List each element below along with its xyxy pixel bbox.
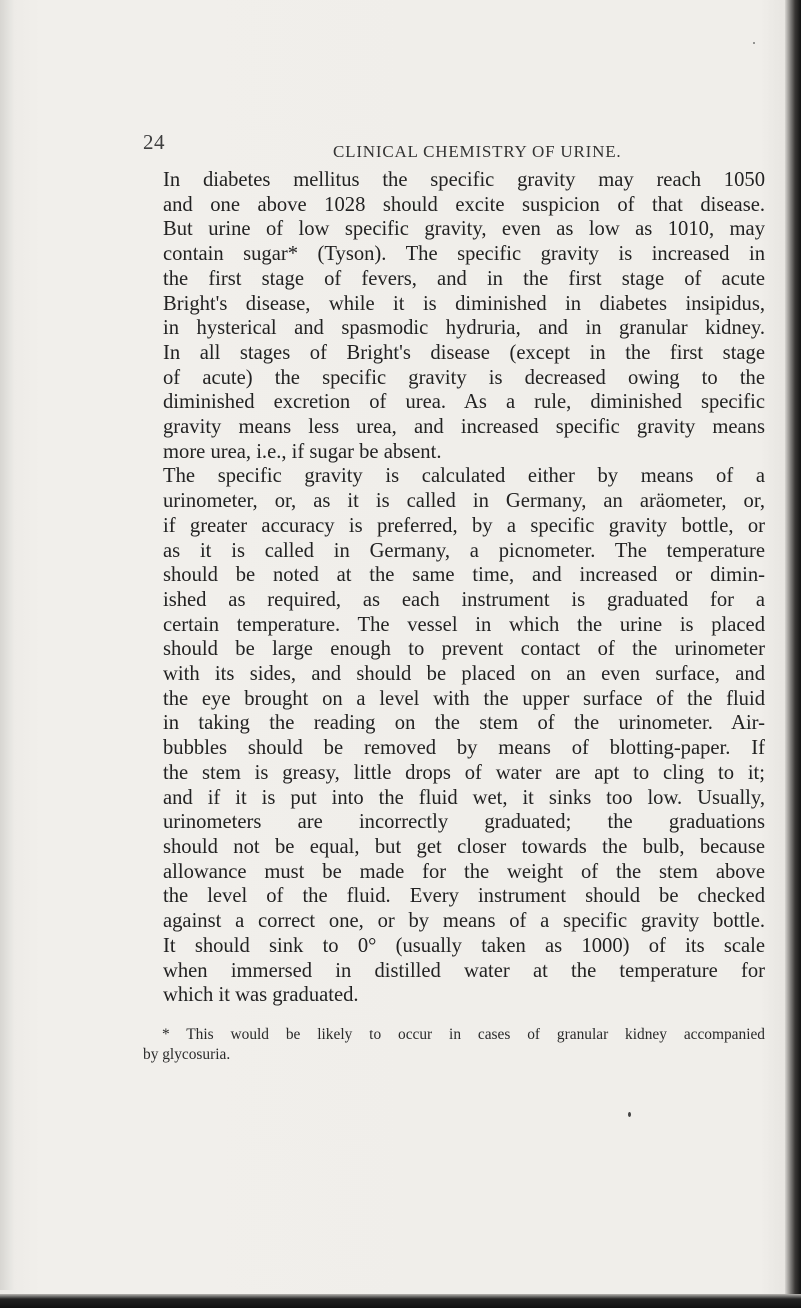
footnote [143,1025,765,1065]
text-line: the eye brought on a level with the upper surface of the fluid [163,687,765,710]
text-line: which it was graduated. [163,984,359,1007]
text-line: if greater accuracy is preferred, by a specific gravity bottle, or [163,514,765,537]
text-line: and if it is put into the fluid wet, it sinks too low. Usually, [163,786,765,809]
page-right-edge [785,0,801,1308]
text-line: gravity means less urea, and increased specific gravity means [163,416,765,439]
text-line: allowance must be made for the weight of the stem above [163,860,765,883]
text-line: in taking the reading on the stem of the urinometer. Air- [163,712,765,735]
paper-speck [628,1112,631,1117]
text-line: more urea, i.e., if sugar be absent. [163,440,442,463]
text-line: the level of the fluid. Every instrument should be checked [163,885,765,908]
paragraph-1 [143,168,765,464]
text-line: should be noted at the same time, and increased or dimin- [163,564,765,587]
text-line: Bright's disease, while it is diminished in diabetes insipidus, [163,292,765,315]
body-text [143,168,765,1008]
page-left-shadow [0,0,14,1290]
text-line: In all stages of Bright's disease (except in the first stage [163,341,765,364]
text-line: urinometers are incorrectly graduated; the graduations [163,811,765,834]
text-line: and one above 1028 should excite suspicion of that disease. [163,193,765,216]
text-line: against a correct one, or by means of a specific gravity bottle. [163,910,765,933]
footnote-line: * This would be likely to occur in cases of granular kidney accompanied [162,1026,765,1043]
text-line: But urine of low specific gravity, even as low as 1010, may [163,218,765,241]
paper-speck [753,42,755,44]
text-line: as it is called in Germany, a picnometer. The temperature [163,539,765,562]
page-bottom-edge [0,1294,801,1308]
text-line: in hysterical and spasmodic hydruria, and in granular kidney. [163,317,765,340]
text-line: certain temperature. The vessel in which the urine is placed [163,613,765,636]
text-line: should be large enough to prevent contact of the urinometer [163,638,765,661]
text-line: The specific gravity is calculated either by means of a [163,465,765,488]
text-line: contain sugar* (Tyson). The specific gravity is increased in [163,243,765,266]
text-line: the first stage of fevers, and in the first stage of acute [163,267,765,290]
text-line: urinometer, or, as it is called in Germany, an aräometer, or, [163,490,765,513]
page-number: 24 [143,130,165,154]
footnote-line: by glycosuria. [143,1046,231,1063]
text-line: when immersed in distilled water at the temperature for [163,959,765,982]
text-line: the stem is greasy, little drops of water are apt to cling to it; [163,761,765,784]
running-head: CLINICAL CHEMISTRY OF URINE. [333,142,622,161]
text-line: with its sides, and should be placed on an even surface, and [163,663,765,686]
page-header [143,130,743,162]
text-line: of acute) the specific gravity is decreased owing to the [163,366,765,389]
text-line: In diabetes mellitus the specific gravity may reach 1050 [163,169,765,191]
text-line: diminished excretion of urea. As a rule, diminished specific [163,391,765,414]
text-line: should not be equal, but get closer towards the bulb, because [163,835,765,858]
text-line: It should sink to 0° (usually taken as 1000) of its scale [163,934,765,957]
paragraph-2 [143,464,765,1007]
text-line: ished as required, as each instrument is graduated for a [163,588,765,611]
text-line: bubbles should be removed by means of blotting-paper. If [163,737,765,760]
